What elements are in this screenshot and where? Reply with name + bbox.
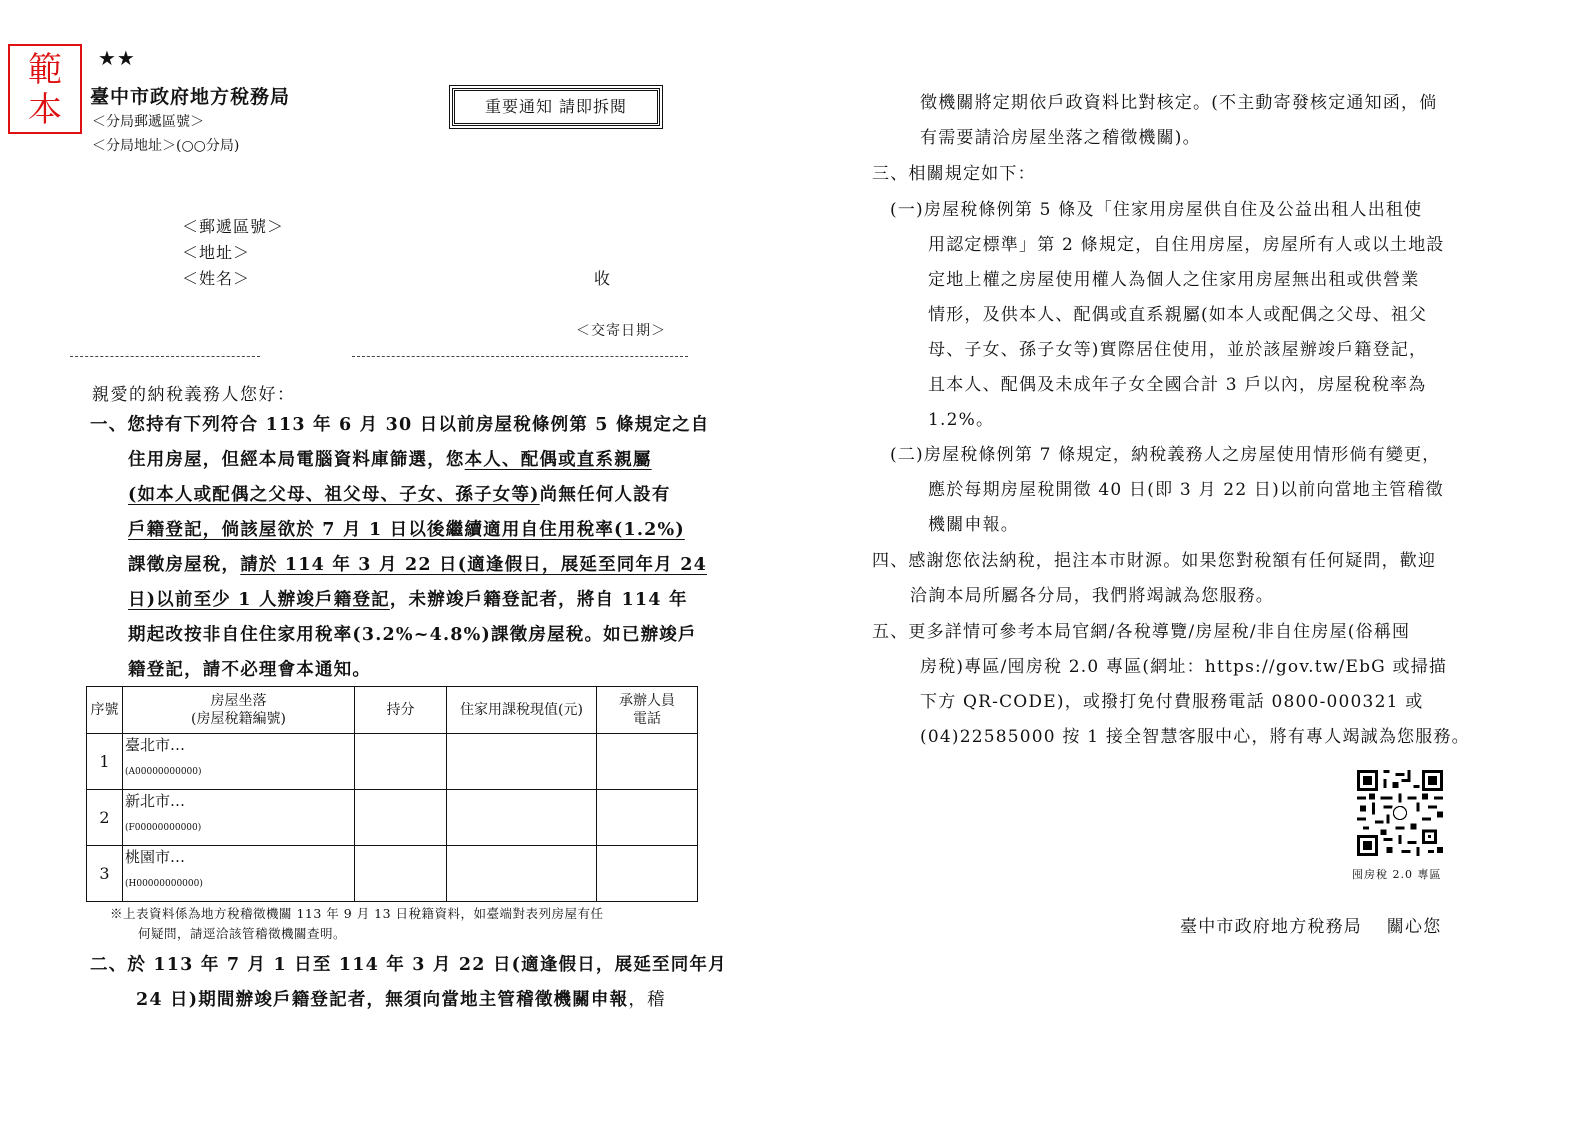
section-3-1-line: 且本人、配偶及未成年子女全國合計 3 戶以內，房屋稅稅率為 <box>928 375 1427 395</box>
stamp-char-2: 本 <box>28 90 62 130</box>
section-3-1-prefix: (一) <box>890 200 924 220</box>
section-2-line: 於 113 年 7 月 1 日至 114 年 3 月 22 日(適逢假日，展延至同年月 <box>127 955 727 975</box>
section-5-line: (04)22585000 按 1 接全智慧客服中心，將有專人竭誠為您服務。 <box>920 727 1470 747</box>
section-3-1-line: 1.2%。 <box>928 410 995 430</box>
row-contact <box>597 734 698 790</box>
send-date: ＜交寄日期＞ <box>576 323 666 339</box>
row-contact <box>597 790 698 846</box>
section-2-line: 有需要請洽房屋坐落之稽徵機關)。 <box>920 128 1201 148</box>
row-no: 3 <box>87 846 123 902</box>
row-contact <box>597 846 698 902</box>
sender-name: 臺中市政府地方稅務局 <box>90 86 291 108</box>
receive-mark: 收 <box>594 269 612 288</box>
secrecy-stars: ★★ <box>98 46 136 70</box>
section-1-underlined: (如本人或配偶之父母、祖父母、子女、孫子女等) <box>128 485 540 505</box>
section-2 <box>90 948 727 1018</box>
section-2-continued <box>920 86 1437 156</box>
section-3-2-line: 房屋稅條例第 7 條規定，納稅義務人之房屋使用情形倘有變更， <box>923 445 1441 465</box>
section-3-1-line: 母、子女、孫子女等)實際居住使用，並於該屋辦竣戶籍登記， <box>928 340 1428 360</box>
row-value <box>447 790 597 846</box>
table-row <box>87 734 698 790</box>
section-5-line: 五、更多詳情可參考本局官網/各稅導覽/房屋稅/非自住房屋(俗稱囤 <box>872 622 1411 642</box>
row-value <box>447 734 597 790</box>
important-notice-box: 重要通知 請即拆閱 <box>452 88 660 126</box>
section-4-line: 四、感謝您依法納稅，挹注本市財源。如果您對稅額有任何疑問，歡迎 <box>872 551 1437 571</box>
section-3-1-line: 用認定標準」第 2 條規定，自住用房屋，房屋所有人或以土地設 <box>928 235 1445 255</box>
row-value <box>447 846 597 902</box>
row-no: 2 <box>87 790 123 846</box>
row-location: 新北市… (F00000000000) <box>123 790 355 846</box>
header-contact: 承辦人員 電話 <box>597 687 698 734</box>
stamp-char-1: 範 <box>28 50 62 90</box>
recipient-address: ＜地址＞ <box>182 243 251 262</box>
fold-line-right <box>352 356 688 357</box>
section-3-1-line: 定地上權之房屋使用權人為個人之住家用房屋無出租或供營業 <box>928 270 1420 290</box>
property-table <box>86 686 698 902</box>
section-2-line: 24 日)期間辦竣戶籍登記者，無須向當地主管稽徵機關申報 <box>136 990 629 1010</box>
section-2-line: ，稽 <box>628 990 666 1010</box>
row-share <box>355 734 447 790</box>
section-5 <box>872 615 1470 755</box>
section-3-2-prefix: (二) <box>890 445 924 465</box>
section-1-line: 住用房屋，但經本局電腦資料庫篩選，您 <box>128 450 465 470</box>
table-note <box>110 904 604 944</box>
section-3-1 <box>890 193 1445 438</box>
section-1-prefix: 一、 <box>90 415 128 435</box>
qr-code-icon[interactable] <box>1357 770 1443 856</box>
section-1-line: 您持有下列符合 113 年 6 月 30 日以前房屋稅條例第 5 條規定之自 <box>127 415 710 435</box>
recipient-postal: ＜郵遞區號＞ <box>182 217 285 236</box>
section-2-prefix: 二、 <box>90 955 128 975</box>
table-note-line: ※上表資料係為地方稅稽徵機關 113 年 9 月 13 日稅籍資料，如臺端對表列房屋有任 <box>110 906 604 921</box>
section-3-1-line: 情形，及供本人、配偶或直系親屬(如本人或配偶之父母、祖父 <box>928 305 1428 325</box>
section-3-2-line: 機關申報。 <box>928 515 1019 535</box>
sample-stamp <box>8 44 82 134</box>
signature: 臺中市政府地方稅務局 關心您 <box>1180 917 1442 937</box>
section-3-2-line: 應於每期房屋稅開徵 40 日(即 3 月 22 日)以前向當地主管稽徵 <box>928 480 1444 500</box>
section-1-line: 尚無任何人設有 <box>539 485 671 505</box>
row-share <box>355 846 447 902</box>
header-no: 序號 <box>87 687 123 734</box>
sender-postal: ＜分局郵遞區號＞ <box>92 114 204 130</box>
table-row <box>87 846 698 902</box>
section-1-line: 期起改按非自住住家用稅率(3.2%~4.8%)課徵房屋稅。如已辦竣戶 <box>128 625 697 645</box>
section-4 <box>872 544 1436 614</box>
section-2-line: 徵機關將定期依戶政資料比對核定。(不主動寄發核定通知函，倘 <box>920 93 1438 113</box>
section-3-title: 三、相關規定如下： <box>872 164 1036 184</box>
section-1-underlined: 戶籍登記，倘該屋欲於 7 月 1 日以後繼續適用自住用稅率(1.2%) <box>128 520 685 540</box>
fold-line-left <box>70 356 260 357</box>
section-1-underlined: 日)以前至少 1 人辦竣戶籍登記 <box>128 590 390 610</box>
section-1 <box>90 408 709 688</box>
row-location: 臺北市… (A00000000000) <box>123 734 355 790</box>
greeting: 親愛的納稅義務人您好： <box>92 385 296 405</box>
row-no: 1 <box>87 734 123 790</box>
table-header-row <box>87 687 698 734</box>
section-1-line: 課徵房屋稅， <box>128 555 241 575</box>
section-1-line: ，未辦竣戶籍登記者，將自 114 年 <box>389 590 688 610</box>
section-3-1-line: 房屋稅條例第 5 條及「住家用房屋供自住及公益出租人出租使 <box>923 200 1423 220</box>
table-row <box>87 790 698 846</box>
section-1-underlined: 本人、配偶或直系親屬 <box>464 450 652 470</box>
section-3-2 <box>890 438 1444 543</box>
row-location: 桃園市… (H00000000000) <box>123 846 355 902</box>
section-1-underlined: 請於 114 年 3 月 22 日(適逢假日，展延至同年月 24 <box>240 555 707 575</box>
row-share <box>355 790 447 846</box>
table-note-line: 何疑問，請逕洽該管稽徵機關查明。 <box>138 926 347 941</box>
header-share: 持分 <box>355 687 447 734</box>
header-value: 住家用課稅現值(元) <box>447 687 597 734</box>
section-1-line: 籍登記，請不必理會本通知。 <box>128 660 372 680</box>
section-5-line: 房稅)專區/囤房稅 2.0 專區(網址：https://gov.tw/EbG 或掃描 <box>920 657 1448 677</box>
sender-address: ＜分局地址＞(○○分局) <box>92 138 240 154</box>
recipient-name: ＜姓名＞ <box>182 269 251 288</box>
section-5-line: 下方 QR-CODE)，或撥打免付費服務電話 0800-000321 或 <box>920 692 1424 712</box>
header-location: 房屋坐落 (房屋稅籍編號) <box>123 687 355 734</box>
section-4-line: 洽詢本局所屬各分局，我們將竭誠為您服務。 <box>910 586 1274 606</box>
qr-caption: 囤房稅 2.0 專區 <box>1352 868 1442 881</box>
